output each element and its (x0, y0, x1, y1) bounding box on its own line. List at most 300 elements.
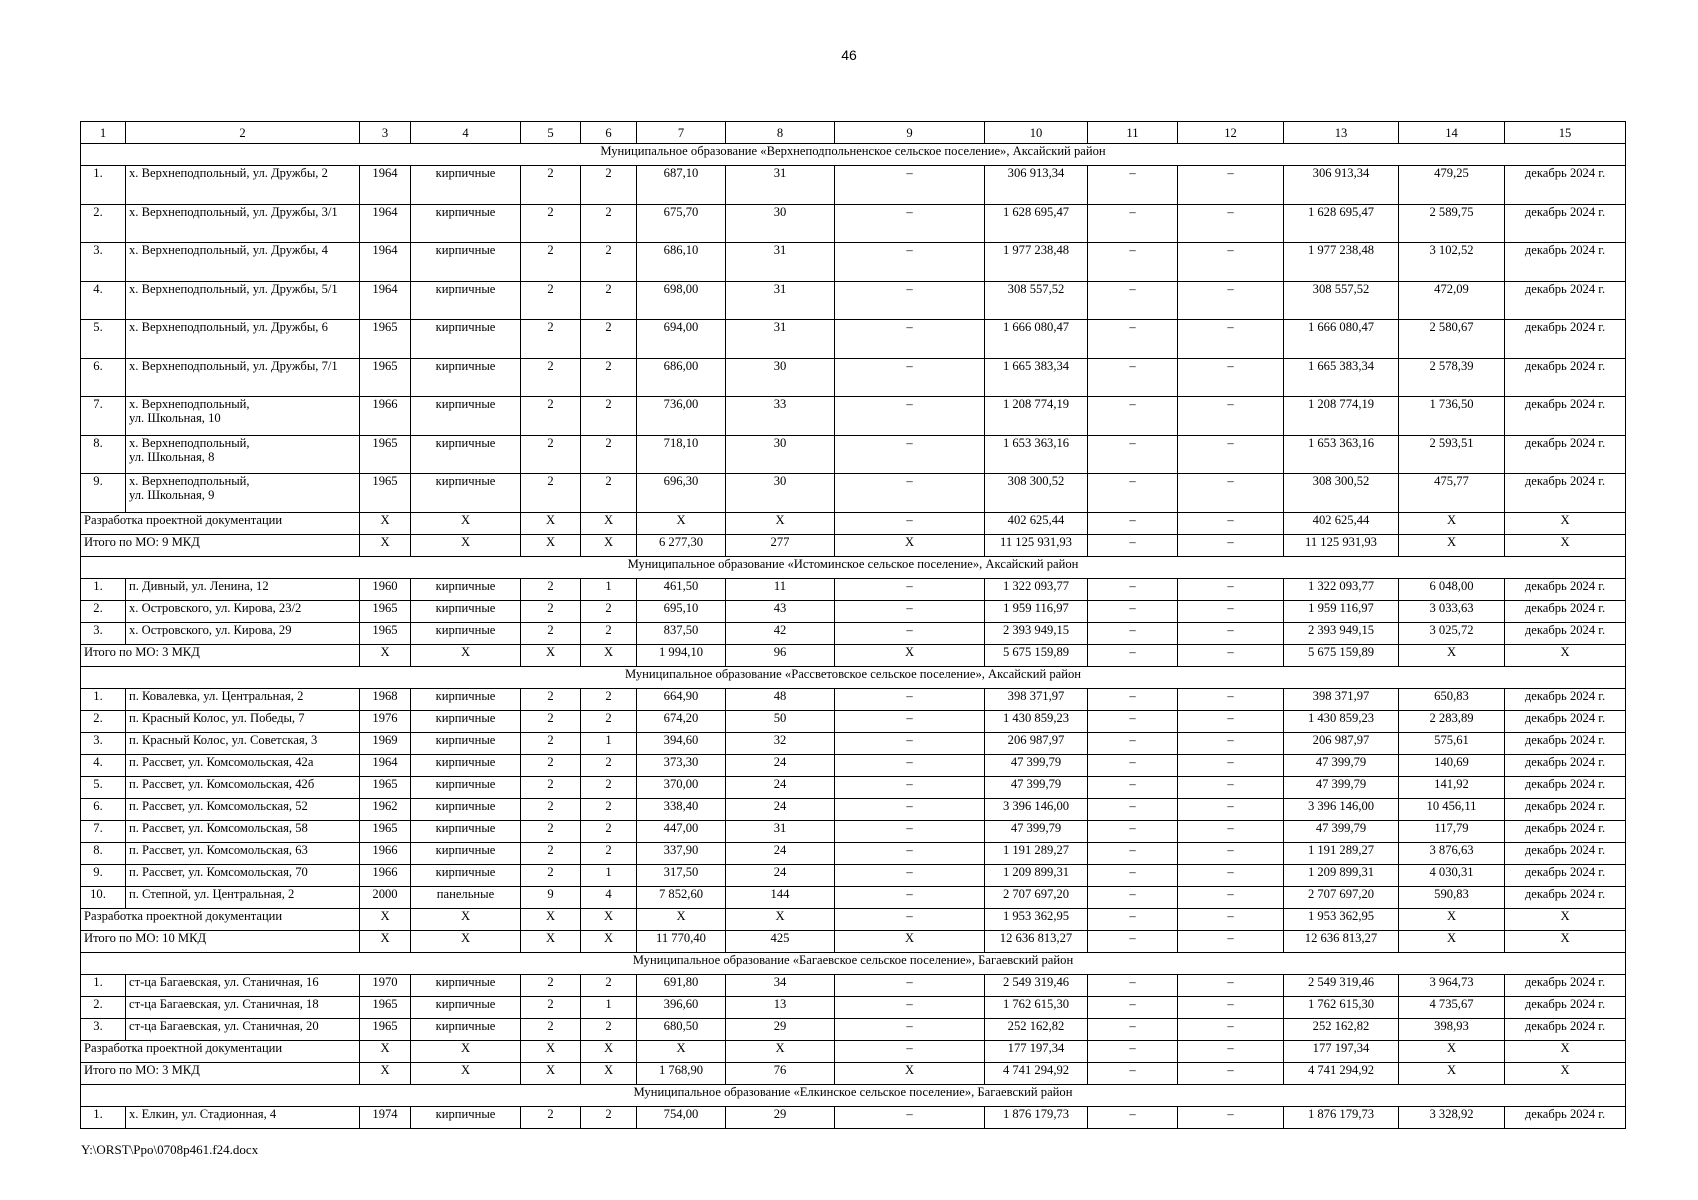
table-cell: 306 913,34 (985, 166, 1088, 205)
table-cell: 1 628 695,47 (985, 204, 1088, 243)
table-cell: – (1088, 166, 1178, 205)
table-cell: кирпичные (411, 1018, 521, 1040)
table-cell: 2 (521, 320, 581, 359)
table-row (81, 600, 1626, 622)
table-cell: – (1178, 974, 1284, 996)
table-cell: 2 (581, 204, 637, 243)
column-number-cell: 15 (1505, 122, 1626, 144)
table-cell: кирпичные (411, 776, 521, 798)
table-cell: декабрь 2024 г. (1505, 754, 1626, 776)
table-cell: Х (637, 512, 726, 534)
table-cell: – (1088, 204, 1178, 243)
table-cell: – (1178, 1040, 1284, 1062)
table-cell: 675,70 (637, 204, 726, 243)
table-cell: 2 (581, 435, 637, 474)
table-cell: декабрь 2024 г. (1505, 820, 1626, 842)
table-cell: Х (1399, 534, 1505, 556)
table-cell: 50 (726, 710, 835, 732)
table-cell: – (1178, 908, 1284, 930)
table-cell: – (1088, 474, 1178, 513)
table-cell: – (835, 996, 985, 1018)
table-cell: 1 959 116,97 (1284, 600, 1399, 622)
table-cell: декабрь 2024 г. (1505, 281, 1626, 320)
table-cell: 4 735,67 (1399, 996, 1505, 1018)
table-cell: 674,20 (637, 710, 726, 732)
table-cell: декабрь 2024 г. (1505, 688, 1626, 710)
table-cell: кирпичные (411, 358, 521, 397)
summary-label: Итого по МО: 9 МКД (81, 534, 360, 556)
table-cell: 1 953 362,95 (985, 908, 1088, 930)
table-cell: 754,00 (637, 1106, 726, 1128)
table-cell: декабрь 2024 г. (1505, 166, 1626, 205)
table-cell: – (835, 281, 985, 320)
table-cell: – (835, 320, 985, 359)
table-cell: 2 549 319,46 (985, 974, 1088, 996)
table-cell: – (1178, 204, 1284, 243)
table-cell: – (1088, 798, 1178, 820)
table-cell: 2 (521, 600, 581, 622)
row-number: 6. (81, 358, 126, 397)
column-number-cell: 9 (835, 122, 985, 144)
table-cell: 370,00 (637, 776, 726, 798)
table-row (81, 732, 1626, 754)
row-number: 4. (81, 754, 126, 776)
table-cell: Х (1399, 1062, 1505, 1084)
table-cell: 206 987,97 (1284, 732, 1399, 754)
table-cell: декабрь 2024 г. (1505, 435, 1626, 474)
table-cell: – (1088, 864, 1178, 886)
row-number: 8. (81, 842, 126, 864)
table-cell: Х (581, 1040, 637, 1062)
table-cell: Х (726, 1040, 835, 1062)
table-cell: 11 125 931,93 (985, 534, 1088, 556)
table-cell: 24 (726, 776, 835, 798)
table-cell: – (1088, 397, 1178, 436)
table-cell: 177 197,34 (985, 1040, 1088, 1062)
table-cell: кирпичные (411, 622, 521, 644)
table-cell: декабрь 2024 г. (1505, 320, 1626, 359)
table-cell: Х (726, 908, 835, 930)
table-cell: кирпичные (411, 1106, 521, 1128)
table-cell: 1966 (360, 397, 411, 436)
table-cell: кирпичные (411, 798, 521, 820)
table-cell: 1 762 615,30 (985, 996, 1088, 1018)
table-cell: – (1088, 754, 1178, 776)
table-cell: – (835, 600, 985, 622)
table-row (81, 474, 1626, 513)
table-cell: – (835, 842, 985, 864)
column-number-cell: 8 (726, 122, 835, 144)
table-cell: Х (360, 644, 411, 666)
table-cell: 1969 (360, 732, 411, 754)
table-cell: 2 549 319,46 (1284, 974, 1399, 996)
column-number-row (81, 122, 1626, 144)
table-cell: 1965 (360, 435, 411, 474)
table-cell: 31 (726, 243, 835, 282)
table-cell: 1 (581, 732, 637, 754)
table-row (81, 166, 1626, 205)
table-cell: – (835, 622, 985, 644)
table-cell: 31 (726, 166, 835, 205)
table-cell: декабрь 2024 г. (1505, 243, 1626, 282)
table-cell: Х (581, 534, 637, 556)
table-cell: 12 636 813,27 (1284, 930, 1399, 952)
table-cell: 1970 (360, 974, 411, 996)
table-cell: декабрь 2024 г. (1505, 864, 1626, 886)
table-cell: 1 977 238,48 (985, 243, 1088, 282)
column-number-cell: 3 (360, 122, 411, 144)
address-cell: ст-ца Багаевская, ул. Станичная, 16 (126, 974, 360, 996)
municipality-heading-row (81, 1084, 1626, 1106)
table-cell: 1965 (360, 622, 411, 644)
table-cell: 5 675 159,89 (985, 644, 1088, 666)
table-row (81, 688, 1626, 710)
municipality-heading-row (81, 144, 1626, 166)
table-cell: 1 666 080,47 (985, 320, 1088, 359)
address-cell: х. Верхнеподпольный, ул. Дружбы, 7/1 (126, 358, 360, 397)
table-cell: кирпичные (411, 688, 521, 710)
table-cell: 2 (581, 798, 637, 820)
table-cell: 687,10 (637, 166, 726, 205)
table-cell: 1 209 899,31 (985, 864, 1088, 886)
table-cell: – (835, 435, 985, 474)
table-cell: 479,25 (1399, 166, 1505, 205)
table-cell: 2 (521, 578, 581, 600)
row-number: 1. (81, 974, 126, 996)
municipality-heading-row (81, 666, 1626, 688)
table-cell: 1964 (360, 243, 411, 282)
table-cell: – (835, 397, 985, 436)
table-cell: декабрь 2024 г. (1505, 732, 1626, 754)
table-cell: Х (1399, 908, 1505, 930)
table-cell: 24 (726, 798, 835, 820)
table-cell: Х (1505, 930, 1626, 952)
table-cell: кирпичные (411, 281, 521, 320)
table-cell: 1 (581, 578, 637, 600)
municipality-title: Муниципальное образование «Багаевское сельское поселение», Багаевский район (81, 952, 1626, 974)
address-cell: п. Рассвет, ул. Комсомольская, 52 (126, 798, 360, 820)
table-cell: – (1178, 534, 1284, 556)
table-cell: – (1178, 358, 1284, 397)
municipality-heading-row (81, 556, 1626, 578)
table-cell: – (835, 886, 985, 908)
table-cell: Х (581, 644, 637, 666)
table-cell: 2 (581, 358, 637, 397)
table-cell: – (1178, 243, 1284, 282)
table-cell: 1965 (360, 776, 411, 798)
table-cell: 7 852,60 (637, 886, 726, 908)
address-cell: х. Верхнеподпольный, ул. Дружбы, 3/1 (126, 204, 360, 243)
row-number: 6. (81, 798, 126, 820)
table-cell: 306 913,34 (1284, 166, 1399, 205)
table-cell: 30 (726, 204, 835, 243)
address-cell: х. Островского, ул. Кирова, 29 (126, 622, 360, 644)
table-cell: Х (521, 908, 581, 930)
table-cell: – (1088, 320, 1178, 359)
address-cell: х. Островского, ул. Кирова, 23/2 (126, 600, 360, 622)
table-cell: 2 (521, 435, 581, 474)
address-cell: х. Верхнеподпольный, ул. Школьная, 10 (126, 397, 360, 436)
table-cell: 447,00 (637, 820, 726, 842)
table-cell: декабрь 2024 г. (1505, 474, 1626, 513)
table-cell: 47 399,79 (985, 754, 1088, 776)
table-cell: – (835, 578, 985, 600)
table-cell: 48 (726, 688, 835, 710)
row-number: 3. (81, 732, 126, 754)
table-cell: 140,69 (1399, 754, 1505, 776)
table-cell: 1 208 774,19 (1284, 397, 1399, 436)
table-cell: 3 025,72 (1399, 622, 1505, 644)
table-cell: – (1088, 1062, 1178, 1084)
table-cell: – (1178, 732, 1284, 754)
column-number-cell: 14 (1399, 122, 1505, 144)
table-cell: 47 399,79 (1284, 776, 1399, 798)
table-cell: 1 994,10 (637, 644, 726, 666)
table-cell: 1 191 289,27 (1284, 842, 1399, 864)
table-cell: – (1178, 688, 1284, 710)
table-cell: – (835, 974, 985, 996)
table-cell: 1976 (360, 710, 411, 732)
table-cell: декабрь 2024 г. (1505, 622, 1626, 644)
address-cell: х. Верхнеподпольный, ул. Школьная, 9 (126, 474, 360, 513)
table-cell: Х (1399, 644, 1505, 666)
table-cell: 1968 (360, 688, 411, 710)
table-cell: 4 (581, 886, 637, 908)
table-cell: – (1088, 512, 1178, 534)
table-cell: – (1178, 578, 1284, 600)
table-cell: 42 (726, 622, 835, 644)
table-row (81, 798, 1626, 820)
municipality-title: Муниципальное образование «Верхнеподпольненское сельское поселение», Аксайский район (81, 144, 1626, 166)
table-cell: 2 (581, 166, 637, 205)
table-cell: 47 399,79 (985, 776, 1088, 798)
table-cell: Х (835, 644, 985, 666)
summary-row (81, 512, 1626, 534)
table-cell: Х (1505, 908, 1626, 930)
table-cell: 29 (726, 1018, 835, 1040)
table-cell: 1966 (360, 864, 411, 886)
row-number: 2. (81, 204, 126, 243)
table-cell: 2 (521, 358, 581, 397)
table-cell: 575,61 (1399, 732, 1505, 754)
table-cell: – (1178, 1018, 1284, 1040)
table-cell: 2 (521, 996, 581, 1018)
table-cell: 2 (521, 710, 581, 732)
table-cell: Х (360, 1040, 411, 1062)
summary-row (81, 534, 1626, 556)
table-row (81, 320, 1626, 359)
table-cell: 1 665 383,34 (1284, 358, 1399, 397)
table-cell: 1 959 116,97 (985, 600, 1088, 622)
table-cell: декабрь 2024 г. (1505, 1018, 1626, 1040)
row-number: 1. (81, 688, 126, 710)
row-number: 8. (81, 435, 126, 474)
table-cell: 2 (521, 974, 581, 996)
table-cell: 650,83 (1399, 688, 1505, 710)
table-cell: – (1088, 644, 1178, 666)
table-cell: 373,30 (637, 754, 726, 776)
address-cell: п. Красный Колос, ул. Победы, 7 (126, 710, 360, 732)
table-cell: 2 393 949,15 (1284, 622, 1399, 644)
table-cell: – (1178, 930, 1284, 952)
table-cell: 1 666 080,47 (1284, 320, 1399, 359)
table-cell: 2 (521, 474, 581, 513)
table-cell: Х (411, 1040, 521, 1062)
table-cell: Х (1505, 534, 1626, 556)
table-cell: 1 (581, 996, 637, 1018)
table-cell: Х (521, 1062, 581, 1084)
table-cell: 1 762 615,30 (1284, 996, 1399, 1018)
table-cell: 2 (521, 776, 581, 798)
table-cell: 76 (726, 1062, 835, 1084)
table-cell: – (1178, 820, 1284, 842)
table-cell: – (1178, 644, 1284, 666)
table-cell: – (1178, 842, 1284, 864)
address-cell: х. Верхнеподпольный, ул. Дружбы, 5/1 (126, 281, 360, 320)
table-cell: – (1088, 1018, 1178, 1040)
table-cell: 1 653 363,16 (1284, 435, 1399, 474)
table-cell: 2 (521, 1106, 581, 1128)
row-number: 10. (81, 886, 126, 908)
table-cell: Х (1399, 512, 1505, 534)
table-cell: декабрь 2024 г. (1505, 974, 1626, 996)
table-cell: 394,60 (637, 732, 726, 754)
table-cell: 2 (581, 397, 637, 436)
table-cell: – (1178, 435, 1284, 474)
address-cell: х. Верхнеподпольный, ул. Дружбы, 6 (126, 320, 360, 359)
table-cell: 4 030,31 (1399, 864, 1505, 886)
table-cell: 1 653 363,16 (985, 435, 1088, 474)
table-cell: Х (581, 512, 637, 534)
table-cell: Х (360, 534, 411, 556)
table-cell: 43 (726, 600, 835, 622)
table-cell: 2 (521, 281, 581, 320)
table-cell: 691,80 (637, 974, 726, 996)
table-row (81, 1106, 1626, 1128)
municipality-title: Муниципальное образование «Елкинское сельское поселение», Багаевский район (81, 1084, 1626, 1106)
table-cell: – (1178, 754, 1284, 776)
table-cell: – (1088, 930, 1178, 952)
table-cell: 206 987,97 (985, 732, 1088, 754)
table-cell: 396,60 (637, 996, 726, 1018)
file-path-footer: Y:\ORST\Ppo\0708p461.f24.docx (81, 1142, 259, 1157)
table-cell: кирпичные (411, 996, 521, 1018)
table-cell: 686,10 (637, 243, 726, 282)
municipality-title: Муниципальное образование «Рассветовское сельское поселение», Аксайский район (81, 666, 1626, 688)
table-cell: – (835, 1106, 985, 1128)
table-cell: – (835, 1018, 985, 1040)
table-cell: – (1088, 996, 1178, 1018)
table-cell: 1 (581, 864, 637, 886)
table-cell: декабрь 2024 г. (1505, 600, 1626, 622)
table-cell: 2 (581, 243, 637, 282)
table-cell: – (1178, 320, 1284, 359)
table-cell: 1962 (360, 798, 411, 820)
table-cell: декабрь 2024 г. (1505, 996, 1626, 1018)
table-cell: 2 (581, 842, 637, 864)
table-cell: кирпичные (411, 578, 521, 600)
table-cell: Х (360, 1062, 411, 1084)
row-number: 4. (81, 281, 126, 320)
table-cell: 2 (521, 798, 581, 820)
table-cell: 2 (581, 1106, 637, 1128)
table-cell: декабрь 2024 г. (1505, 578, 1626, 600)
table-cell: 4 741 294,92 (1284, 1062, 1399, 1084)
table-cell: 696,30 (637, 474, 726, 513)
table-cell: кирпичные (411, 243, 521, 282)
table-cell: кирпичные (411, 974, 521, 996)
table-cell: 31 (726, 281, 835, 320)
table-cell: 33 (726, 397, 835, 436)
table-cell: 11 125 931,93 (1284, 534, 1399, 556)
table-cell: кирпичные (411, 710, 521, 732)
table-cell: 1964 (360, 166, 411, 205)
table-cell: 3 033,63 (1399, 600, 1505, 622)
summary-label: Итого по МО: 3 МКД (81, 1062, 360, 1084)
table-cell: 252 162,82 (985, 1018, 1088, 1040)
table-cell: 1964 (360, 281, 411, 320)
table-cell: 2 (581, 622, 637, 644)
municipality-heading-row (81, 952, 1626, 974)
table-cell: 24 (726, 842, 835, 864)
table-cell: Х (411, 512, 521, 534)
table-cell: – (1178, 512, 1284, 534)
table-row (81, 996, 1626, 1018)
table-cell: 96 (726, 644, 835, 666)
table-cell: – (1178, 622, 1284, 644)
summary-row (81, 908, 1626, 930)
table-cell: 338,40 (637, 798, 726, 820)
table-cell: 3 102,52 (1399, 243, 1505, 282)
table-cell: 590,83 (1399, 886, 1505, 908)
table-row (81, 435, 1626, 474)
table-cell: – (1178, 996, 1284, 1018)
table-cell: 47 399,79 (1284, 754, 1399, 776)
table-cell: 1 322 093,77 (1284, 578, 1399, 600)
table-cell: 2 (581, 820, 637, 842)
table-cell: 30 (726, 358, 835, 397)
table-cell: 695,10 (637, 600, 726, 622)
table-cell: 337,90 (637, 842, 726, 864)
table-cell: 2 578,39 (1399, 358, 1505, 397)
table-cell: 11 770,40 (637, 930, 726, 952)
summary-label: Разработка проектной документации (81, 512, 360, 534)
table-cell: Х (835, 930, 985, 952)
table-cell: 1965 (360, 320, 411, 359)
table-cell: декабрь 2024 г. (1505, 397, 1626, 436)
table-cell: 47 399,79 (1284, 820, 1399, 842)
table-cell: декабрь 2024 г. (1505, 710, 1626, 732)
table-cell: 6 277,30 (637, 534, 726, 556)
address-cell: п. Рассвет, ул. Комсомольская, 70 (126, 864, 360, 886)
column-number-cell: 10 (985, 122, 1088, 144)
table-cell: Х (360, 908, 411, 930)
row-number: 1. (81, 1106, 126, 1128)
table-cell: 252 162,82 (1284, 1018, 1399, 1040)
table-cell: 2 (581, 974, 637, 996)
row-number: 3. (81, 1018, 126, 1040)
table-cell: 2 393 949,15 (985, 622, 1088, 644)
table-cell: кирпичные (411, 320, 521, 359)
column-number-cell: 12 (1178, 122, 1284, 144)
table-cell: Х (581, 908, 637, 930)
table-cell: 1 208 774,19 (985, 397, 1088, 436)
table-cell: 1 876 179,73 (985, 1106, 1088, 1128)
table-cell: декабрь 2024 г. (1505, 842, 1626, 864)
table-cell: 694,00 (637, 320, 726, 359)
table-cell: 2 593,51 (1399, 435, 1505, 474)
table-cell: 5 675 159,89 (1284, 644, 1399, 666)
